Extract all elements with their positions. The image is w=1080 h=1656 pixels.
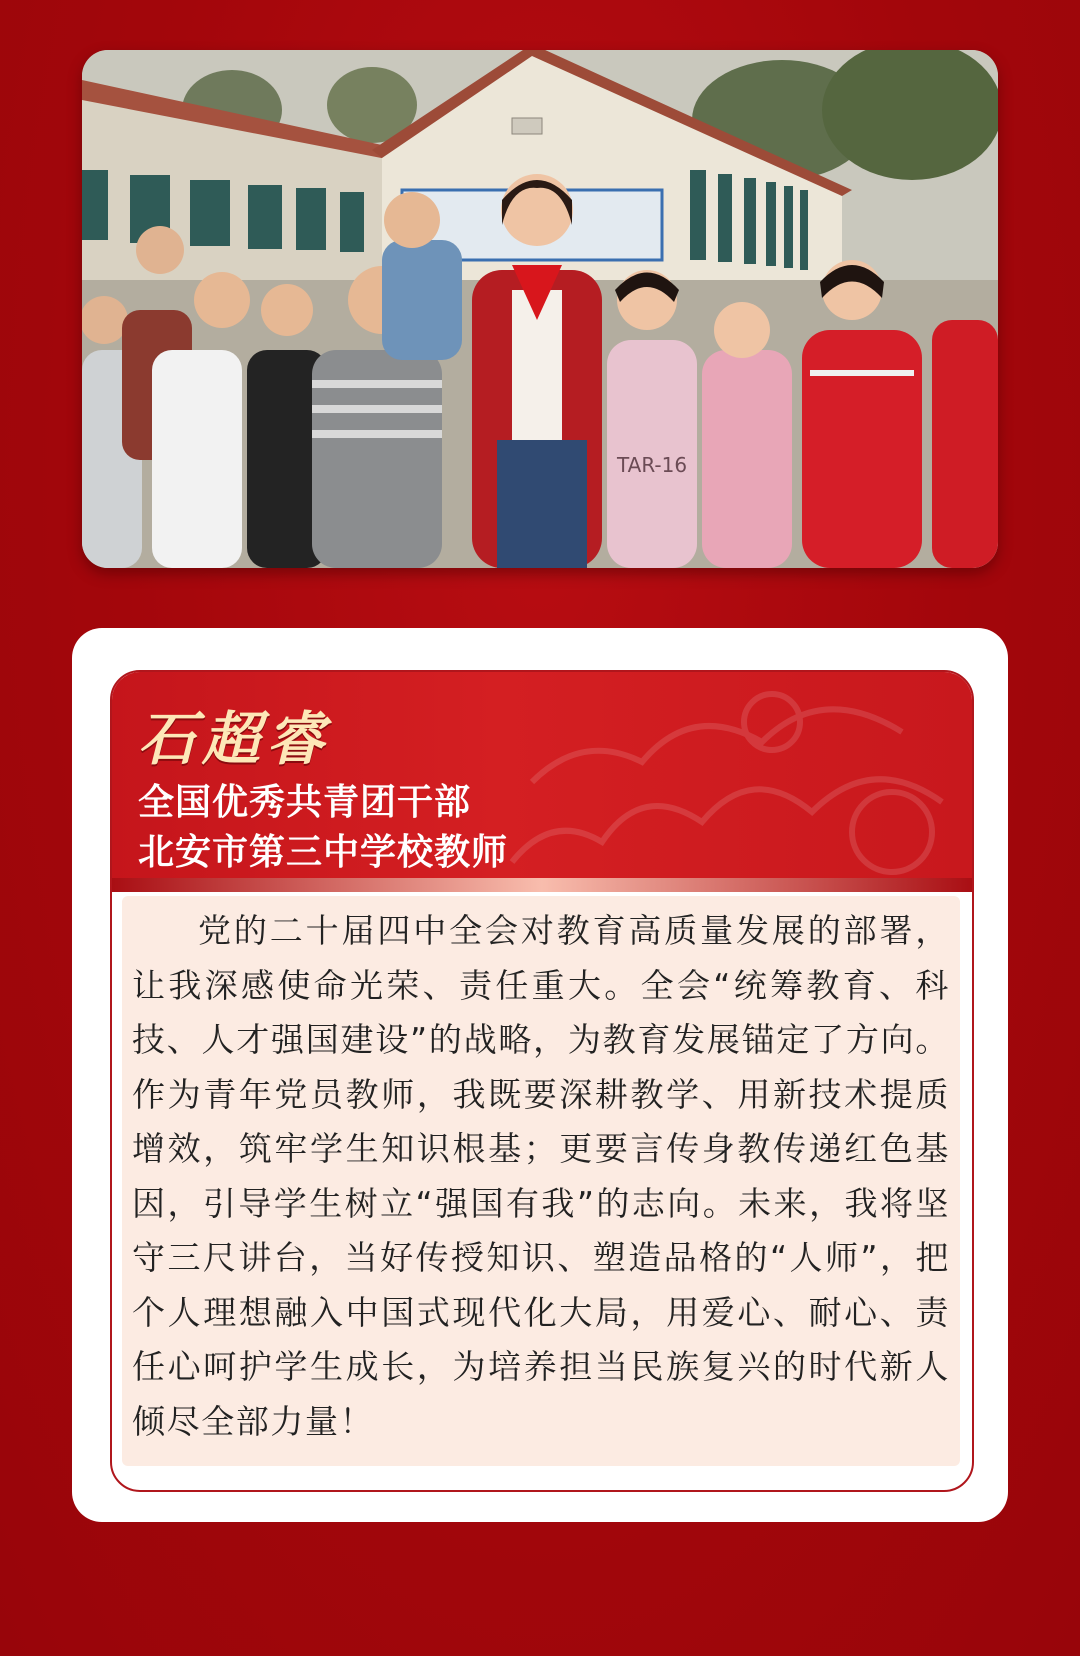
photo-illustration: [82, 50, 998, 568]
cloud-pattern-decoration: [472, 672, 972, 892]
statement-text: 党的二十届四中全会对教育高质量发展的部署，让我深感使命光荣、责任重大。全会“统筹教育、科技、人才强国建设”的战略，为教育发展锚定了方向。作为青年党员教师，我既要深耕教学、用新技术提质增效，筑牢学生知识根基；更要言传身教传递红色基因，引导学生树立“强国有我”的志向。未来，我将坚守三尺讲台，当好传授知识、塑造品格的“人师”，把个人理想融入中国式现代化大局，用爱心、耐心、责任心呵护学生成长，为培养担当民族复兴的时代新人倾尽全部力量！: [132, 911, 950, 1441]
person-name: 石超睿: [138, 705, 331, 773]
person-title-honor: 全国优秀共青团干部: [138, 782, 472, 823]
statement-panel: [122, 896, 960, 1466]
shirt-print-text: TAR-16: [617, 453, 688, 477]
teacher-with-students-photo: [82, 50, 998, 568]
profile-card: [72, 628, 1008, 1522]
person-title-position: 北安市第三中学校教师: [138, 832, 509, 873]
banner-divider: [112, 878, 972, 892]
profile-banner: [112, 672, 972, 892]
profile-card-inner: [110, 670, 974, 1492]
